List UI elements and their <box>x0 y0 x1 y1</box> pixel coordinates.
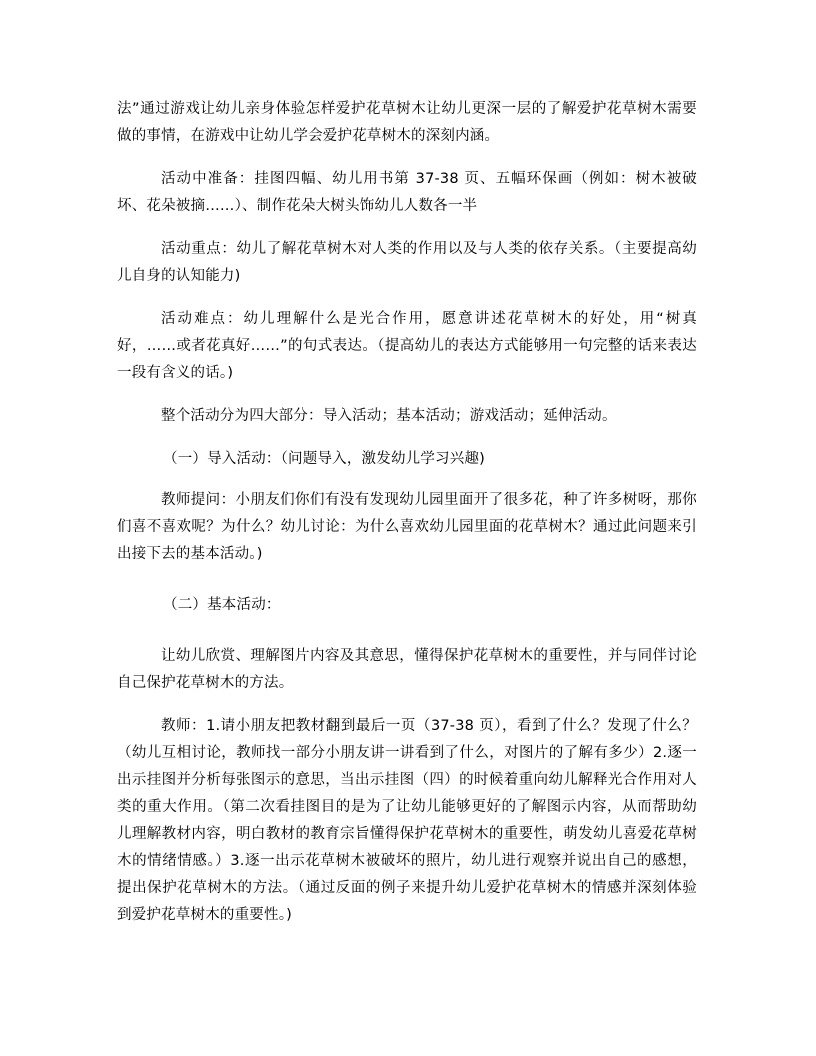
paragraph-teacher-steps: 教师：1.请小朋友把教材翻到最后一页（37-38 页），看到了什么？发现了什么？（幼儿互相讨论，教师找一部分小朋友讲一讲看到了什么，对图片的了解有多少）2.逐一出示挂图并分析每张图示的意思，当出示挂图（四）的时候着重向幼儿解释光合作用对人类的重大作用。（第二次看挂图目的是为了让幼儿能够更好的了解图示内容，从而帮助幼儿理解教材内容，明白教材的教育宗旨懂得保护花草树木的重要性，萌发幼儿喜爱花草树木的情绪情感。）3.逐一出示花草树木被破坏的照片，幼儿进行观察并说出自己的感想，提出保护花草树木的方法。（通过反面的例子来提升幼儿爱护花草树木的情感并深刻体验到爱护花草树木的重要性。) <box>117 718 697 923</box>
paragraph-intro-continued: 法”通过游戏让幼儿亲身体验怎样爱护花草树木让幼儿更深一层的了解爱护花草树木需要做的事情，在游戏中让幼儿学会爱护花草树木的深刻内涵。 <box>117 101 697 144</box>
paragraph-activity-overview: 整个活动分为四大部分：导入活动；基本活动；游戏活动；延伸活动。 <box>161 408 617 424</box>
paragraph-preparation: 活动中准备：挂图四幅、幼儿用书第 37-38 页、五幅环保画（例如：树木被破坏、花朵被摘……）、制作花朵大树头饰幼儿人数各一半 <box>117 171 697 214</box>
section-heading-basic-activity: （二）基本活动： <box>163 597 281 613</box>
paragraph-teacher-question: 教师提问：小朋友们你们有没有发现幼儿园里面开了很多花，种了许多树呀，那你们喜不喜欢呢？为什么？幼儿讨论：为什么喜欢幼儿园里面的花草树木？通过此问题来引出接下去的基本活动。) <box>117 492 697 562</box>
section-heading-intro-activity: （一）导入活动：（问题导入，激发幼儿学习兴趣) <box>163 451 486 467</box>
paragraph-key-points: 活动重点：幼儿了解花草树木对人类的作用以及与人类的依存关系。（主要提高幼儿自身的认知能力) <box>117 241 697 284</box>
document-page <box>117 96 697 945</box>
paragraph-difficulties: 活动难点：幼儿理解什么是光合作用，愿意讲述花草树木的好处，用“树真好，……或者花真好……”的句式表达。（提高幼儿的表达方式能够用一句完整的话来表达一段有含义的话。) <box>117 311 697 381</box>
paragraph-appreciation: 让幼儿欣赏、理解图片内容及其意思，懂得保护花草树木的重要性，并与同伴讨论自己保护花草树木的方法。 <box>117 648 697 691</box>
